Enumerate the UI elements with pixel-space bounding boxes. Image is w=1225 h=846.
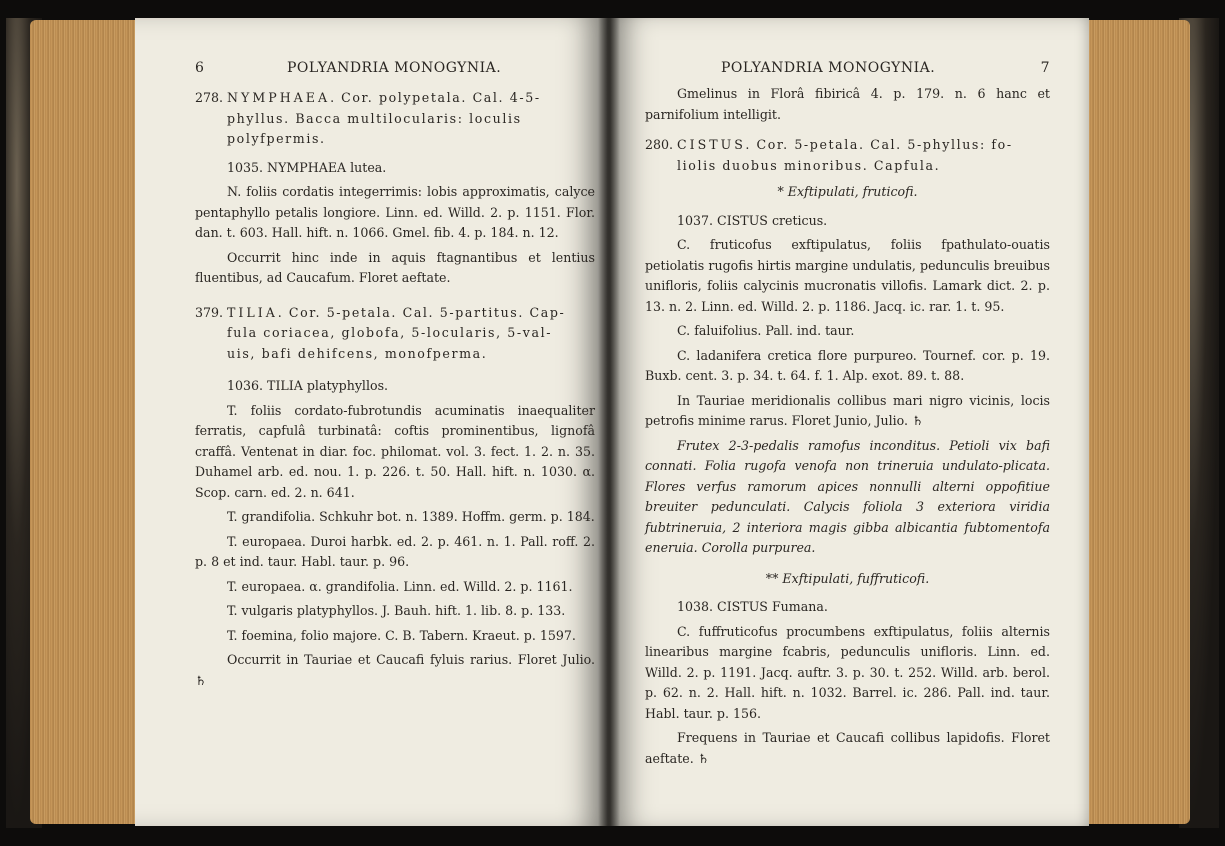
section-heading-1: * Exftipulati, fruticofi. [777,184,918,199]
species-description-1037: C. fruticofus exftipulatus, foliis fpathulato-ouatis petiolatis rugofis hirtis margine undulatis, pedunculis breuibus unifloris, foliis calycinis mucronatis villofis. Lamark dict. 2. p. 13. n. 2. Linn. ed. Willd. 2. p. 1186. Jacq. ic. rar. 1. t. 95. [645,237,1050,314]
species-description-1036: T. foliis cordato-fubrotundis acuminatis inaequaliter ferratis, capfulâ turbinatâ: coftis prominentibus, lignofâ craffâ. Ventenat in diar. foc. philomat. vol. 3. fect. 1. 2. n. 35. Duhamel arb. ed. nou. 1. p. 226. t. 50. Hall. hift. n. 1030. α. Scop. carn. ed. 2. n. 641. [195,402,595,500]
species-heading-1038: 1038. CISTUS Fumana. [677,599,828,614]
species-description-1035: N. foliis cordatis integerrimis: lobis approximatis, calyce pentaphyllo petalis longiore. Linn. ed. Willd. 2. p. 1151. Flor. dan. t. 603. Hall. hift. n. 1066. Gmel. fib. 4. p. 184. n. 12. [195,184,595,240]
occurrence-1036: Occurrit in Tauriae et Caucafi fyluis rarius. Floret Julio. ♄ [195,652,595,688]
synonym-1037-1: C. faluifolius. Pall. ind. taur. [677,323,855,338]
synonym-1036-1: T. grandifolia. Schkuhr bot. n. 1389. Hoffm. germ. p. 184. [227,509,595,524]
synonym-1036-2: T. europaea. Duroi harbk. ed. 2. p. 461. n. 1. Pall. roff. 2. p. 8 et ind. taur. Habl. taur. p. 96. [195,533,595,569]
right-page-number: 7 [1040,60,1050,76]
synonym-1036-3: T. europaea. α. grandifolia. Linn. ed. Willd. 2. p. 1161. [227,578,573,594]
habitat-1038: Frequens in Tauriae et Caucafi collibus lapidofis. Floret aeftate. ♄ [645,730,1050,766]
page-edges-left [30,20,148,824]
right-running-head [645,58,1050,84]
right-page [607,18,1089,826]
synonym-1036-5: T. foemina, folio majore. C. B. Tabern. Kraeut. p. 1597. [227,627,576,643]
left-running-title: POLYANDRIA MONOGYNIA. [287,60,502,76]
left-page [135,18,607,826]
occurrence-1035: Occurrit hinc inde in aquis ftagnantibus et lentius fluentibus, ad Caucafum. Floret aeftate. [195,249,595,285]
genus-cistus: 280. CISTUS. Cor. 5-petala. Cal. 5-phyllus: fo- liolis duobus minoribus. Capfula. [645,137,1013,173]
species-description-1038: C. fuffruticofus procumbens exftipulatus, foliis alternis linearibus margine fcabris, pedunculis unifloris. Linn. ed. Willd. 2. p. 1191. Jacq. auftr. 3. p. 30. t. 252. Willd. arb. berol. p. 62. n. 2. Hall. hift. n. 1032. Barrel. ic. 286. Pall. ind. taur. Habl. taur. p. 156. [645,623,1050,721]
genus-tilia: 379. TILIA. Cor. 5-petala. Cal. 5-partitus. Cap- fula coriacea, globofa, 5-locularis, 5-val- uis, bafi dehifcens, monofperma. [195,304,566,361]
genus-nymphaea: 278. NYMPHAEA. Cor. polypetala. Cal. 4-5- phyllus. Bacca multilocularis: loculis polyfpermis. [195,90,541,146]
section-heading-2: ** Exftipulati, fuffruticofi. [765,570,930,586]
morphology-1037: Frutex 2-3-pedalis ramofus inconditus. Petioli vix bafi connati. Folia rugofa venofa non trineruia undulato-plicata. Flores verfus ramorum apices nonnulli alterni oppofitiue breuiter pedunculati. Calycis foliola 3 exteriora viridia fubtrineruia, 2 interiora magis gibba albicantia fubtomentofa eneruia. Corolla purpurea. [645,437,1050,555]
synonym-1037-2: C. ladanifera cretica flore purpureo. Tournef. cor. p. 19. Buxb. cent. 3. p. 34. t. 64. f. 1. Alp. exot. 89. t. 88. [645,347,1050,383]
book-gutter [598,18,620,826]
gmelinus-note: Gmelinus in Florâ fibiricâ 4. p. 179. n. 6 hanc et parnifolium intelligit. [645,86,1050,122]
species-heading-1035: 1035. NYMPHAEA lutea. [227,159,387,175]
right-running-title: POLYANDRIA MONOGYNIA. [721,60,936,76]
species-heading-1036: 1036. TILIA platyphyllos. [227,378,389,393]
habitat-1037: In Tauriae meridionalis collibus mari nigro vicinis, locis petrofis minime rarus. Floret Junio, Julio. ♄ [645,392,1050,428]
species-heading-1037: 1037. CISTUS creticus. [677,212,828,228]
left-page-number: 6 [195,60,205,76]
page-edges-right [1080,20,1190,824]
synonym-1036-4: T. vulgaris platyphyllos. J. Bauh. hift. 1. lib. 8. p. 133. [227,603,566,618]
left-running-head [195,58,595,84]
